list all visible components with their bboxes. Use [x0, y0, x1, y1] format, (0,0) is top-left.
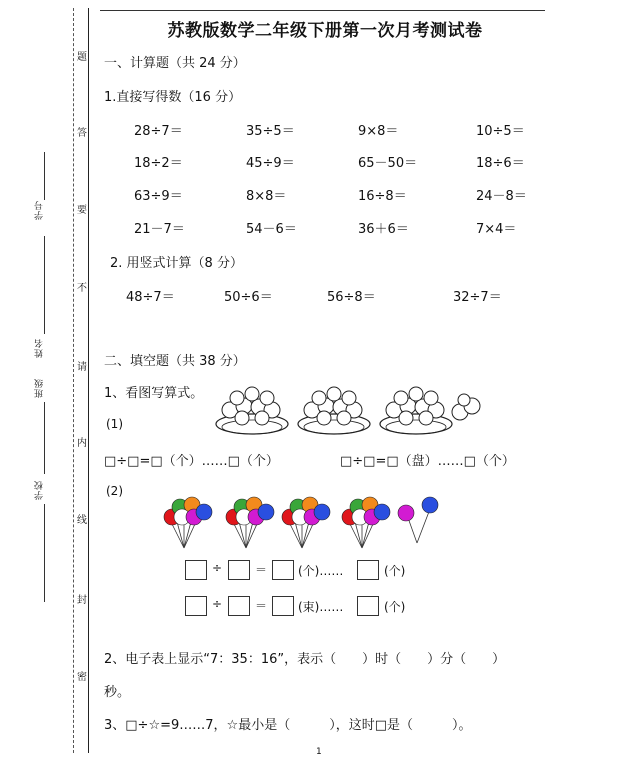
student-number-fill-line	[44, 152, 45, 200]
part1-heading: 1.直接写得数（16 分）	[104, 90, 242, 105]
division-sign: ÷	[212, 597, 223, 611]
name-fill-line	[44, 236, 45, 334]
binding-char: 内	[77, 438, 87, 449]
sub1-label: (1)	[106, 417, 123, 431]
problem: 35÷5＝	[246, 124, 295, 139]
sub2-label: (2)	[106, 484, 123, 498]
problem: 48÷7＝	[126, 290, 175, 305]
question2-text: 2、电子表上显示“7：35：16”，表示（ ）时（ ）分（ ）	[104, 652, 506, 667]
problem: 63÷9＝	[134, 189, 183, 204]
binding-char: 不	[77, 283, 87, 294]
school-fill-line	[44, 504, 45, 602]
answer-box[interactable]	[357, 596, 379, 616]
answer-box[interactable]	[357, 560, 379, 580]
sub1-equation-left: □÷□=□（个）……□（个）	[104, 454, 279, 469]
problem: 18÷6＝	[476, 156, 525, 171]
margin-line	[88, 8, 89, 753]
binding-char: 密	[77, 672, 87, 683]
answer-box[interactable]	[272, 596, 294, 616]
problem: 9×8＝	[358, 124, 399, 139]
class-label: 班级	[35, 378, 45, 398]
page-number: 1	[316, 747, 322, 757]
name-label: 姓名	[35, 338, 45, 358]
answer-box[interactable]	[272, 560, 294, 580]
problem: 10÷5＝	[476, 124, 525, 139]
binding-char: 封	[77, 595, 87, 606]
binding-dashed-line	[73, 8, 74, 753]
part2-heading: 2. 用竖式计算（8 分）	[110, 256, 243, 271]
problem: 8×8＝	[246, 189, 287, 204]
section2-heading: 二、填空题（共 38 分）	[104, 354, 246, 369]
answer-box[interactable]	[228, 596, 250, 616]
sub1-equation-right: □÷□=□（盘）……□（个）	[340, 454, 515, 469]
answer-box[interactable]	[185, 596, 207, 616]
problem: 32÷7＝	[453, 290, 502, 305]
class-fill-line	[44, 402, 45, 474]
section1-heading: 一、计算题（共 24 分）	[104, 56, 246, 71]
division-sign: ÷	[212, 561, 223, 575]
problem: 65－50＝	[358, 156, 418, 171]
page-title: 苏教版数学二年级下册第一次月考测试卷	[167, 21, 483, 41]
binding-char: 请	[77, 362, 87, 373]
equals-sign: ＝	[255, 599, 268, 613]
binding-char: 线	[77, 515, 87, 526]
unit-text: (个)	[384, 600, 406, 614]
unit-text: (个)……	[298, 564, 344, 578]
problem: 45÷9＝	[246, 156, 295, 171]
question1-text: 1、看图写算式。	[104, 386, 204, 401]
problem: 56÷8＝	[327, 290, 376, 305]
top-rule	[100, 10, 545, 11]
answer-box[interactable]	[228, 560, 250, 580]
binding-char: 答	[77, 128, 87, 139]
unit-text: (束)……	[298, 600, 344, 614]
problem: 7×4＝	[476, 222, 517, 237]
problem: 54－6＝	[246, 222, 297, 237]
answer-box[interactable]	[185, 560, 207, 580]
binding-char: 要	[77, 205, 87, 216]
problem: 18÷2＝	[134, 156, 183, 171]
problem: 28÷7＝	[134, 124, 183, 139]
problem: 36＋6＝	[358, 222, 409, 237]
equals-sign: ＝	[255, 563, 268, 577]
apple-plates-illustration	[212, 380, 497, 440]
problem: 24－8＝	[476, 189, 527, 204]
binding-char: 题	[77, 52, 87, 63]
school-label: 学校	[35, 480, 45, 500]
problem: 21－7＝	[134, 222, 185, 237]
student-number-label: 学号	[35, 200, 45, 220]
question2-text-cont: 秒。	[104, 685, 131, 700]
unit-text: (个)	[384, 564, 406, 578]
problem: 50÷6＝	[224, 290, 273, 305]
question3-text: 3、□÷☆=9……7，☆最小是（ ），这时□是（ ）。	[104, 718, 472, 733]
problem: 16÷8＝	[358, 189, 407, 204]
balloons-illustration	[162, 493, 452, 553]
